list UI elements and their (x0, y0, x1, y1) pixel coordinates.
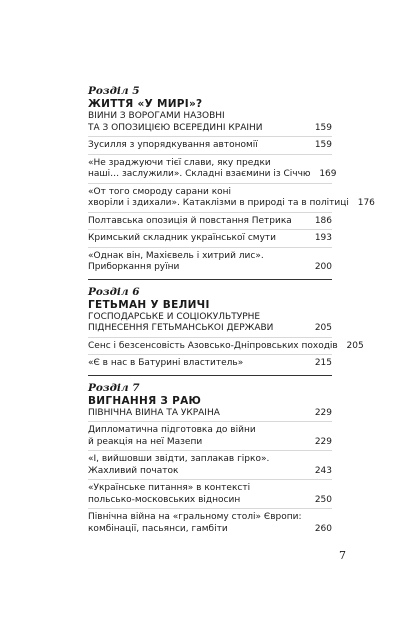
entry-line: комбінації, пасьянси, гамбіти (88, 523, 228, 534)
chapter-label: Розділ 7 (88, 381, 140, 394)
entry-page-number: 200 (314, 262, 332, 272)
chapter-6 (88, 285, 364, 376)
toc-entry[interactable] (88, 358, 332, 372)
entry-page-number: 215 (314, 358, 332, 368)
entry-line: ВІЙНИ З ВОРОГАМИ НАЗОВНІ (88, 111, 225, 121)
entry-line: «От того смороду сарани коні (88, 186, 232, 197)
entry-page-number: 186 (314, 215, 332, 226)
toc-entry[interactable] (88, 111, 332, 137)
entry-page-number: 159 (314, 140, 332, 150)
entry-line: ТА З ОПОЗИЦІЄЮ ВСЕРЕДИНІ КРАЇНИ (88, 122, 263, 133)
entry-page-number: 159 (314, 122, 332, 133)
entry-line: «Українське питання» в контексті (88, 483, 251, 493)
entry-page-number: 250 (314, 494, 332, 505)
entry-line: наші… заслужили». Складні взаємини із Січчю (88, 169, 311, 179)
chapter-label: Розділ 6 (88, 285, 140, 298)
entry-line: Зусилля з упорядкування автономії (88, 140, 258, 150)
page-number: 7 (339, 549, 346, 562)
entry-page-number: 205 (314, 323, 332, 333)
chapter-title: ВИГНАННЯ З РАЮ (88, 394, 202, 407)
chapter-divider (88, 375, 332, 376)
entry-line: Північна війна на «гральному столі» Європи: (88, 512, 302, 522)
toc-entry[interactable] (88, 425, 332, 451)
entry-line: Кримський складник української смути (88, 233, 276, 243)
entry-line: хворіли і здихали». Катаклізми в природі та в політиці (88, 198, 349, 208)
toc-entry[interactable] (88, 157, 337, 184)
entry-line: Сенс і безсенсовість Азовсько-Дніпровських походів (88, 340, 338, 351)
toc-entry[interactable] (88, 140, 332, 155)
entry-line: «Не зраджуючи тієї слави, яку предки (88, 157, 271, 168)
chapter-5 (88, 85, 375, 280)
toc-entry[interactable] (88, 454, 332, 480)
toc-entry[interactable] (88, 312, 332, 338)
entry-page-number: 193 (314, 233, 332, 243)
toc-entry[interactable] (88, 340, 364, 356)
entry-line: Приборкання руїни (88, 262, 180, 272)
entry-page-number: 229 (314, 436, 332, 447)
entry-line: польсько-московських відносин (88, 494, 241, 505)
entry-page-number: 176 (357, 198, 375, 208)
entry-line: ПІВНІЧНА ВІЙНА ТА УКРАЇНА (88, 407, 220, 418)
entry-line: ГОСПОДАРСЬКЕ Й СОЦІОКУЛЬТУРНЕ (88, 311, 261, 322)
chapter-title: ЖИТТЯ «У МИРІ»? (88, 98, 203, 110)
entry-page-number: 169 (319, 169, 337, 179)
toc-entry[interactable] (88, 233, 332, 248)
chapter-label: Розділ 5 (88, 85, 140, 97)
entry-page-number: 243 (314, 465, 332, 476)
entry-line: «Однак він, Махієвель і хитрий лис». (88, 250, 264, 261)
entry-line: й реакція на неї Мазепи (88, 436, 203, 447)
entry-line: Полтавська опозиція й повстання Петрика (88, 215, 292, 226)
entry-page-number: 260 (314, 523, 332, 534)
toc-entry[interactable] (88, 186, 375, 213)
toc-entry[interactable] (88, 512, 332, 537)
chapter-title: ГЕТЬМАН У ВЕЛИЧІ (88, 298, 210, 311)
chapter-divider (88, 279, 332, 280)
toc-entry[interactable] (88, 408, 332, 423)
entry-line: «І, вийшовши звідти, заплакав гірко». (88, 454, 270, 464)
entry-line: Жахливий початок (88, 465, 179, 476)
entry-line: Дипломатична підготовка до війни (88, 425, 256, 435)
chapter-7 (88, 382, 332, 538)
entry-line: «Є в нас в Батурині властитель» (88, 358, 244, 368)
entry-page-number: 229 (314, 407, 332, 418)
toc-entry[interactable] (88, 483, 332, 509)
toc-entry[interactable] (88, 216, 332, 231)
table-of-contents (88, 85, 375, 543)
entry-page-number: 205 (346, 340, 364, 351)
entry-line: ПІДНЕСЕННЯ ГЕТЬМАНСЬКОЇ ДЕРЖАВИ (88, 323, 274, 333)
toc-entry[interactable] (88, 251, 332, 276)
